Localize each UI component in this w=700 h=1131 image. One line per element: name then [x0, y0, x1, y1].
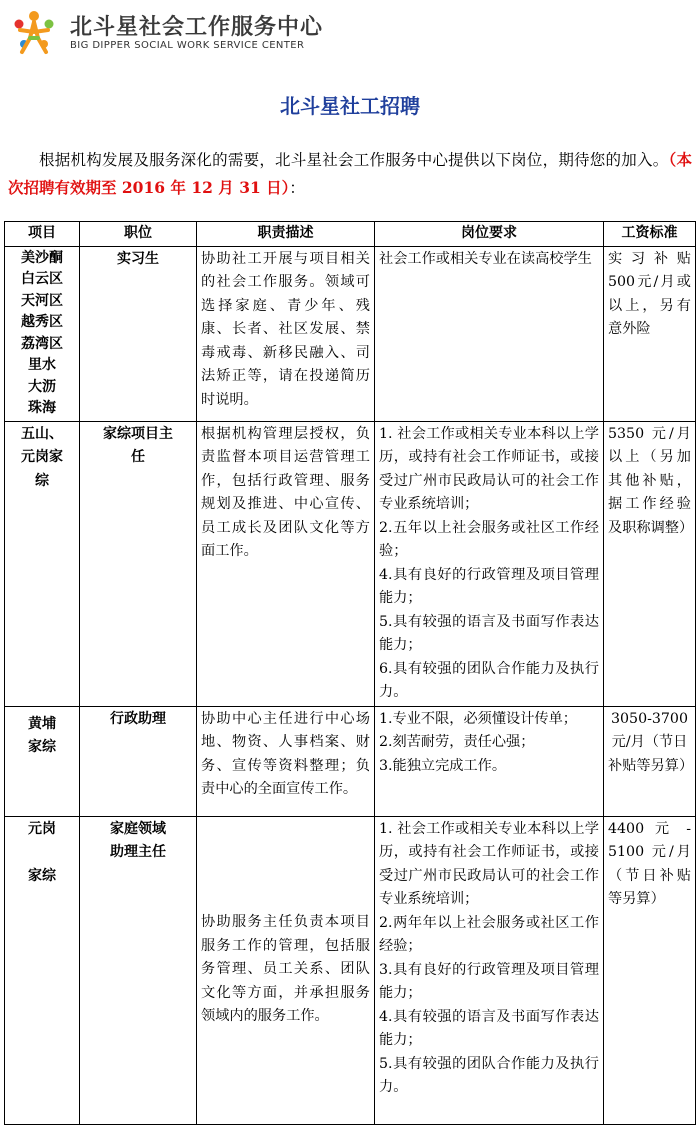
position-cell: 家综项目主 任 [80, 421, 197, 706]
table-row [5, 706, 696, 816]
org-name-en: BIG DIPPER SOCIAL WORK SERVICE CENTER [70, 40, 305, 51]
duty-cell: 协助服务主任负责本项目服务工作的管理，包括服务管理、员工关系、团队文化等方面，并承担服务领域内的服务工作。 [197, 816, 375, 1124]
requirement-item: 1. 社会工作或相关专业本科以上学历，或持有社会工作师证书，或接受过广州市民政局认可的社会工作专业系统培训； [379, 820, 599, 907]
header-requirements: 岗位要求 [375, 222, 604, 247]
requirements-cell [375, 816, 604, 1124]
requirement-item: 1.专业不限，必须懂设计传单； [379, 710, 577, 727]
requirement-item: 4.具有较强的语言及书面写作表达能力； [379, 1008, 599, 1048]
project-cell: 元岗 家综 [5, 816, 80, 1124]
salary-cell: 4400 元 - 5100 元/月（节日补贴等另算） [604, 816, 696, 1124]
requirements-cell [375, 246, 604, 421]
position-cell: 家庭领域 助理主任 [80, 816, 197, 1124]
header-position: 职位 [80, 222, 197, 247]
table-header-row [5, 222, 696, 247]
header-duty: 职责描述 [197, 222, 375, 247]
requirement-item: 社会工作或相关专业在读高校学生 [379, 250, 592, 267]
requirement-item: 5.具有较强的团队合作能力及执行力。 [379, 1055, 599, 1095]
duty-cell: 协助中心主任进行中心场地、物资、人事档案、财务、宣传等资料整理；负责中心的全面宣传工作。 [197, 706, 375, 816]
requirement-item: 3.能独立完成工作。 [379, 757, 507, 774]
requirement-item: 1. 社会工作或相关专业本科以上学历，或持有社会工作师证书，或接受过广州市民政局认可的社会工作专业系统培训； [379, 425, 599, 512]
duty-cell: 根据机构管理层授权，负责监督本项目运营管理工作，包括行政管理、服务规划及推进、中心宣传、员工成长及团队文化等方面工作。 [197, 421, 375, 706]
org-name-cn: 北斗星社会工作服务中心 [70, 15, 324, 40]
requirements-cell [375, 706, 604, 816]
deadline-notice: （本次招聘有效期至 2016 年 12 月 31 日） [8, 150, 692, 197]
header-salary: 工资标准 [604, 222, 696, 247]
duty-cell: 协助社工开展与项目相关的社会工作服务。领域可选择家庭、青少年、残康、长者、社区发展、禁毒戒毒、新移民融入、司法矫正等，请在投递简历时说明。 [197, 246, 375, 421]
salary-cell: 实习补贴500元/月或以上，另有意外险 [604, 246, 696, 421]
table-row [5, 421, 696, 706]
salary-cell: 3050-3700元/月（节日补贴等另算） [604, 706, 696, 816]
jobs-table [4, 221, 696, 1125]
requirement-item: 6.具有较强的团队合作能力及执行力。 [379, 660, 599, 700]
requirement-item: 2.五年以上社会服务或社区工作经验； [379, 519, 599, 559]
position-cell: 实习生 [80, 246, 197, 421]
table-row [5, 816, 696, 1124]
intro-text: 根据机构发展及服务深化的需要，北斗星社会工作服务中心提供以下岗位，期待您的加入。 [39, 151, 669, 169]
requirement-item: 2.刻苦耐劳，责任心强； [379, 734, 535, 750]
project-cell: 五山、 元岗家 综 [5, 421, 80, 706]
table-row [5, 246, 696, 421]
requirement-item: 4.具有良好的行政管理及项目管理能力； [379, 566, 599, 606]
page-title: 北斗星社工招聘 [280, 94, 420, 118]
header-project: 项目 [5, 222, 80, 247]
intro-paragraph [8, 146, 692, 202]
intro-colon: ： [289, 179, 305, 197]
org-header [8, 6, 408, 56]
requirement-item: 5.具有较强的语言及书面写作表达能力； [379, 613, 599, 653]
requirements-cell [375, 421, 604, 706]
salary-cell: 5350 元/月以上（另加其他补贴，据工作经验及职称调整） [604, 421, 696, 706]
requirement-item: 2.两年年以上社会服务或社区工作经验； [379, 914, 599, 954]
project-cell: 美沙酮 白云区 天河区 越秀区 荔湾区 里水 大沥 珠海 [5, 246, 80, 421]
requirement-item: 3.具有良好的行政管理及项目管理能力； [379, 961, 599, 1001]
project-cell: 黄埔 家综 [5, 706, 80, 816]
position-cell: 行政助理 [80, 706, 197, 816]
big-dipper-logo-icon [10, 8, 58, 56]
